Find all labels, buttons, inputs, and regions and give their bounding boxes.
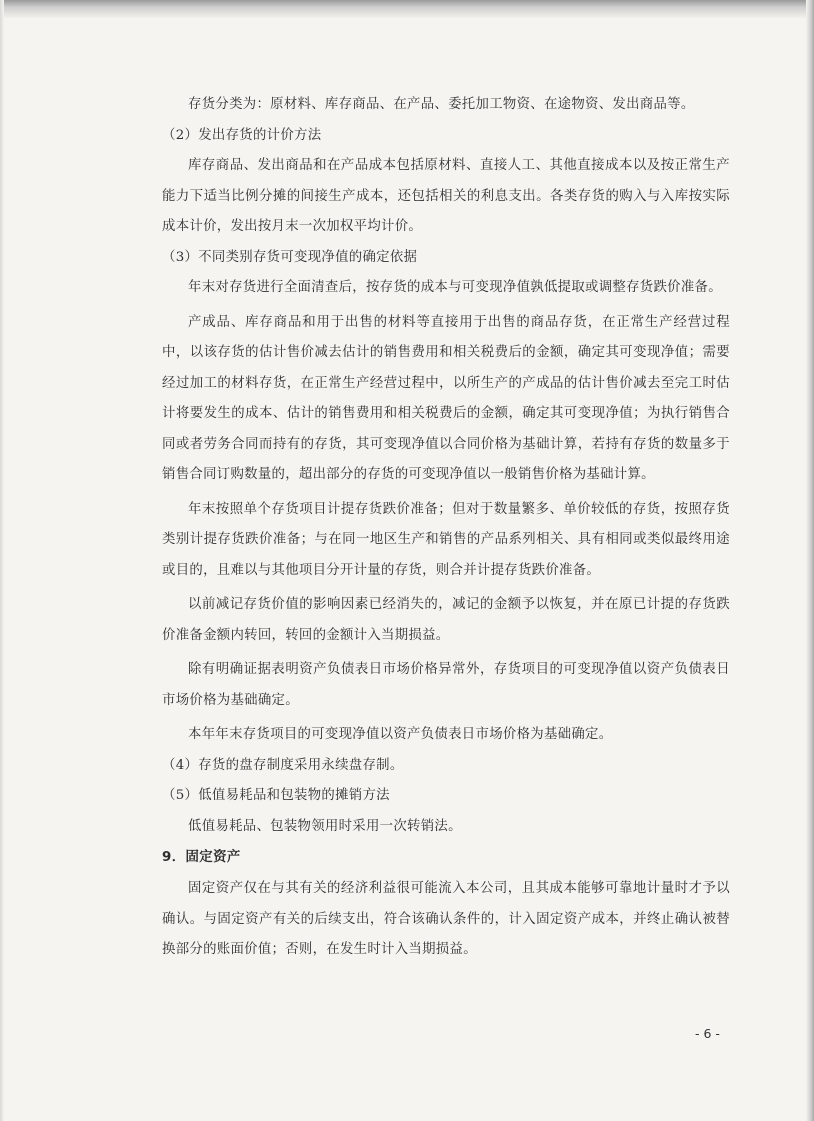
paragraph-market-price-basis: 除有明确证据表明资产负债表日市场价格异常外，存货项目的可变现净值以资产负债表日市场价格为基础确定。 (162, 662, 730, 708)
paragraph-issue-valuation: 库存商品、发出商品和在产品成本包括原材料、直接人工、其他直接成本以及按正常生产能力下适当比例分摊的间接生产成本，还包括相关的利息支出。各类存货的购入与入库按实际成本计价，发出按月末一次加权平均计价。 (162, 158, 730, 234)
subheading-issue-valuation: （2）发出存货的计价方法 (162, 127, 322, 143)
scan-edge-top (0, 0, 814, 18)
paragraph-one-time-writeoff: 低值易耗品、包装物领用时采用一次转销法。 (188, 818, 462, 834)
paragraph-inventory-classification: 存货分类为：原材料、库存商品、在产品、委托加工物资、在途物资、发出商品等。 (188, 97, 695, 112)
paragraph-fixed-assets-recognition: 固定资产仅在与其有关的经济利益很可能流入本公司，且其成本能够可靠地计量时才予以确认。与固定资产有关的后续支出，符合该确认条件的，计入固定资产成本，并终止确认被替换部分的账面价值；否则，在发生时计入当期损益。 (162, 881, 730, 957)
subheading-amortization: （5）低值易耗品和包装物的摊销方法 (162, 788, 390, 803)
paragraph-nrv-determination: 产成品、库存商品和用于出售的材料等直接用于出售的商品存货，在正常生产经营过程中，以该存货的估计售价减去估计的销售费用和相关税费后的金额，确定其可变现净值；需要经过加工的材料存货，在正常生产经营过程中，以所生产的产成品的估计售价减去至完工时估计将要发生的成本、估计的销售费用和相关税费后的金额，确定其可变现净值；为执行销售合同或者劳务合同而持有的存货，其可变现净值以合同价格为基础计算，若持有存货的数量多于销售合同订购数量的，超出部分的存货的可变现净值以一般销售价格为基础计算。 (162, 314, 730, 482)
page-number: - 6 - (695, 1026, 720, 1041)
paragraph-year-end-review: 年末对存货进行全面清查后，按存货的成本与可变现净值孰低提取或调整存货跌价准备。 (188, 280, 722, 295)
section-heading-fixed-assets: 9．固定资产 (162, 850, 241, 865)
document-body (162, 90, 730, 966)
paragraph-impairment-provision: 年末按照单个存货项目计提存货跌价准备；但对于数量繁多、单价较低的存货，按照存货类别计提存货跌价准备；与在同一地区生产和销售的产品系列相关、具有相同或类似最终用途或目的，且难以与其他项目分开计量的存货，则合并计提存货跌价准备。 (162, 501, 730, 578)
scan-edge-right (806, 0, 814, 1121)
subheading-inventory-system: （4）存货的盘存制度采用永续盘存制。 (162, 757, 404, 773)
paragraph-reversal: 以前减记存货价值的影响因素已经消失的，减记的金额予以恢复，并在原已计提的存货跌价准备金额内转回，转回的金额计入当期损益。 (162, 597, 730, 643)
subheading-net-realizable-value: （3）不同类别存货可变现净值的确定依据 (162, 249, 418, 265)
paragraph-current-year-nrv: 本年年末存货项目的可变现净值以资产负债表日市场价格为基础确定。 (188, 727, 613, 742)
scan-edge-left (0, 0, 4, 1121)
